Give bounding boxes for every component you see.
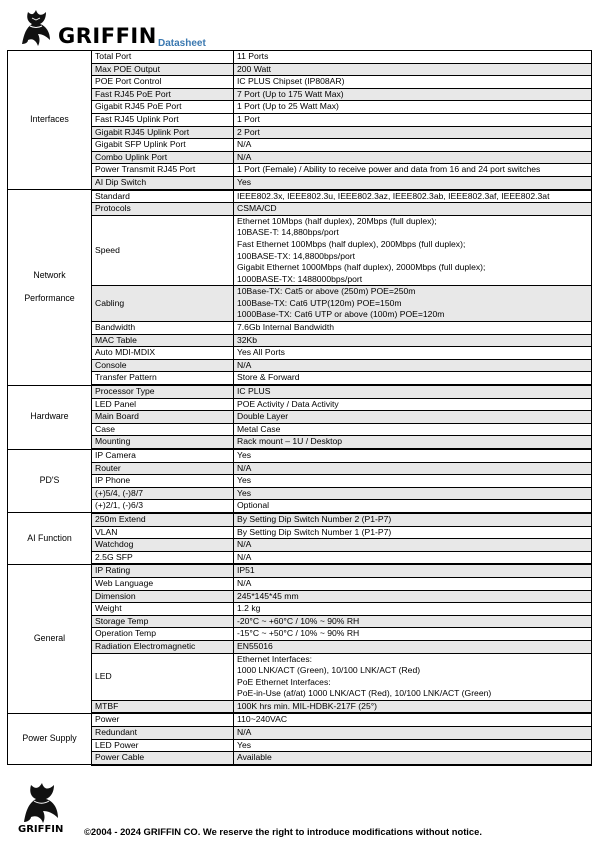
spec-value: Yes (234, 475, 592, 488)
spec-value: IP51 (234, 564, 592, 577)
spec-value: Store & Forward (234, 372, 592, 385)
spec-name: Power Cable (92, 752, 234, 765)
spec-value: IC PLUS Chipset (IP808AR) (234, 76, 592, 89)
spec-name: Mounting (92, 436, 234, 449)
spec-value: Ethernet 10Mbps (half duplex), 20Mbps (full duplex); 10BASE-T: 14,880bps/port Fast Ethernet 100Mbps (half duplex), 200Mbps (full duplex); 100BASE-TX: 14,8800bps/port Gigabit Ethernet 1000Mbps (half duplex), 2000Mbps (full duplex); 1000BASE-TX: 1488000bps/port (234, 215, 592, 286)
spec-name: Processor Type (92, 385, 234, 398)
table-row (8, 739, 592, 752)
table-row (8, 752, 592, 765)
page-header (12, 4, 432, 50)
table-row (8, 564, 592, 577)
page-footer (12, 778, 587, 838)
brand-name: GRIFFIN (58, 24, 157, 48)
table-row (8, 551, 592, 564)
footer-brand-name: GRIFFIN (18, 824, 64, 835)
category-cell: Power Supply (8, 713, 92, 764)
spec-name: Protocols (92, 203, 234, 216)
table-row (8, 322, 592, 335)
table-row (8, 113, 592, 126)
spec-value: N/A (234, 151, 592, 164)
spec-name: Gigabit SFP Uplink Port (92, 139, 234, 152)
table-row (8, 88, 592, 101)
table-row (8, 126, 592, 139)
spec-name: (+)5/4, (-)8/7 (92, 487, 234, 500)
category-cell: AI Function (8, 513, 92, 564)
category-cell: General (8, 564, 92, 713)
table-row (8, 640, 592, 653)
spec-value: N/A (234, 462, 592, 475)
copyright-notice: ©2004 - 2024 GRIFFIN CO. We reserve the right to introduce modifications without notice. (84, 826, 482, 837)
spec-name: Cabling (92, 286, 234, 322)
spec-name: Bandwidth (92, 322, 234, 335)
spec-name: POE Port Control (92, 76, 234, 89)
spec-value: 7.6Gb Internal Bandwidth (234, 322, 592, 335)
table-row (8, 176, 592, 189)
table-row (8, 334, 592, 347)
spec-name: IP Phone (92, 475, 234, 488)
spec-name: VLAN (92, 526, 234, 539)
spec-value: N/A (234, 139, 592, 152)
spec-name: Redundant (92, 727, 234, 740)
spec-name: MTBF (92, 700, 234, 713)
table-row (8, 63, 592, 76)
spec-name: MAC Table (92, 334, 234, 347)
spec-value: 110~240VAC (234, 713, 592, 726)
spec-value: 2 Port (234, 126, 592, 139)
document-subtitle: Datasheet (158, 38, 206, 49)
spec-value: By Setting Dip Switch Number 2 (P1-P7) (234, 513, 592, 526)
spec-name: Dimension (92, 590, 234, 603)
spec-name: Combo Uplink Port (92, 151, 234, 164)
table-row (8, 423, 592, 436)
table-row (8, 164, 592, 177)
table-row (8, 513, 592, 526)
griffin-logo-icon (16, 778, 68, 824)
category-cell: Hardware (8, 385, 92, 449)
table-row (8, 372, 592, 385)
spec-value: EN55016 (234, 640, 592, 653)
spec-name: Watchdog (92, 539, 234, 552)
table-row (8, 139, 592, 152)
spec-name: 250m Extend (92, 513, 234, 526)
table-row (8, 190, 592, 203)
table-row (8, 539, 592, 552)
table-row (8, 101, 592, 114)
table-row (8, 359, 592, 372)
table-row (8, 436, 592, 449)
table-row (8, 713, 592, 726)
spec-value: N/A (234, 539, 592, 552)
table-row (8, 700, 592, 713)
spec-value: N/A (234, 551, 592, 564)
table-row (8, 628, 592, 641)
spec-value: N/A (234, 359, 592, 372)
table-row (8, 653, 592, 700)
table-row (8, 462, 592, 475)
spec-value: CSMA/CD (234, 203, 592, 216)
spec-name: Power Transmit RJ45 Port (92, 164, 234, 177)
spec-value: 1 Port (Female) / Ability to receive power and data from 16 and 24 port switches (234, 164, 592, 177)
spec-name: Operation Temp (92, 628, 234, 641)
spec-value: 1.2 kg (234, 603, 592, 616)
spec-value: Rack mount – 1U / Desktop (234, 436, 592, 449)
spec-value: 100K hrs min. MIL-HDBK-217F (25°) (234, 700, 592, 713)
spec-value: Yes (234, 176, 592, 189)
table-row (8, 603, 592, 616)
spec-value: Yes (234, 739, 592, 752)
spec-value: 11 Ports (234, 51, 592, 64)
spec-value: -20°C ~ +60°C / 10% ~ 90% RH (234, 615, 592, 628)
spec-value: N/A (234, 577, 592, 590)
spec-value: Ethernet Interfaces: 1000 LNK/ACT (Green), 10/100 LNK/ACT (Red) PoE Ethernet Interfaces: PoE-in-Use (af/at) 1000 LNK/ACT (Red), 10/100 LNK/ACT (Green) (234, 653, 592, 700)
griffin-logo-icon (16, 4, 56, 48)
spec-name: Main Board (92, 411, 234, 424)
spec-value: 1 Port (Up to 25 Watt Max) (234, 101, 592, 114)
spec-value: 7 Port (Up to 175 Watt Max) (234, 88, 592, 101)
spec-name: (+)2/1, (-)6/3 (92, 500, 234, 513)
table-row (8, 398, 592, 411)
spec-name: LED Panel (92, 398, 234, 411)
spec-name: Auto MDI-MDIX (92, 347, 234, 360)
spec-value: Double Layer (234, 411, 592, 424)
spec-name: 2.5G SFP (92, 551, 234, 564)
spec-name: Fast RJ45 PoE Port (92, 88, 234, 101)
spec-name: Total Port (92, 51, 234, 64)
spec-name: Radiation Electromagnetic (92, 640, 234, 653)
table-row (8, 411, 592, 424)
spec-name: Speed (92, 215, 234, 286)
spec-name: Console (92, 359, 234, 372)
category-cell: PD'S (8, 449, 92, 513)
spec-name: Fast RJ45 Uplink Port (92, 113, 234, 126)
spec-name: Standard (92, 190, 234, 203)
spec-value: Yes (234, 449, 592, 462)
table-row (8, 577, 592, 590)
spec-name: Gigabit RJ45 PoE Port (92, 101, 234, 114)
spec-name: IP Rating (92, 564, 234, 577)
spec-value: IC PLUS (234, 385, 592, 398)
category-cell: Network Performance (8, 190, 92, 386)
spec-value: 200 Watt (234, 63, 592, 76)
table-row (8, 76, 592, 89)
table-row (8, 203, 592, 216)
spec-value: Metal Case (234, 423, 592, 436)
spec-value: IEEE802.3x, IEEE802.3u, IEEE802.3az, IEEE802.3ab, IEEE802.3af, IEEE802.3at (234, 190, 592, 203)
table-row (8, 347, 592, 360)
table-row (8, 615, 592, 628)
spec-name: Weight (92, 603, 234, 616)
table-row (8, 51, 592, 64)
table-row (8, 151, 592, 164)
spec-value: 10Base-TX: Cat5 or above (250m) POE=250m 100Base-TX: Cat6 UTP(120m) POE=150m 1000Base-TX: Cat6 UTP or above (100m) POE=120m (234, 286, 592, 322)
spec-name: AI Dip Switch (92, 176, 234, 189)
spec-value: Available (234, 752, 592, 765)
spec-name: Transfer Pattern (92, 372, 234, 385)
spec-value: N/A (234, 727, 592, 740)
table-row (8, 215, 592, 286)
spec-value: POE Activity / Data Activity (234, 398, 592, 411)
table-row (8, 286, 592, 322)
table-row (8, 385, 592, 398)
table-row (8, 475, 592, 488)
category-cell: Interfaces (8, 51, 92, 190)
spec-value: 32Kb (234, 334, 592, 347)
spec-value: Optional (234, 500, 592, 513)
spec-name: Router (92, 462, 234, 475)
spec-table (7, 50, 592, 766)
table-row (8, 526, 592, 539)
spec-name: Max POE Output (92, 63, 234, 76)
spec-value: Yes (234, 487, 592, 500)
spec-name: Power (92, 713, 234, 726)
table-row (8, 449, 592, 462)
spec-name: LED (92, 653, 234, 700)
spec-name: LED Power (92, 739, 234, 752)
table-row (8, 500, 592, 513)
spec-value: 245*145*45 mm (234, 590, 592, 603)
spec-value: 1 Port (234, 113, 592, 126)
spec-name: Web Language (92, 577, 234, 590)
spec-value: By Setting Dip Switch Number 1 (P1-P7) (234, 526, 592, 539)
table-row (8, 727, 592, 740)
spec-value: Yes All Ports (234, 347, 592, 360)
spec-name: Gigabit RJ45 Uplink Port (92, 126, 234, 139)
spec-name: Case (92, 423, 234, 436)
table-row (8, 590, 592, 603)
table-row (8, 487, 592, 500)
spec-name: Storage Temp (92, 615, 234, 628)
spec-name: IP Camera (92, 449, 234, 462)
spec-value: -15°C ~ +50°C / 10% ~ 90% RH (234, 628, 592, 641)
